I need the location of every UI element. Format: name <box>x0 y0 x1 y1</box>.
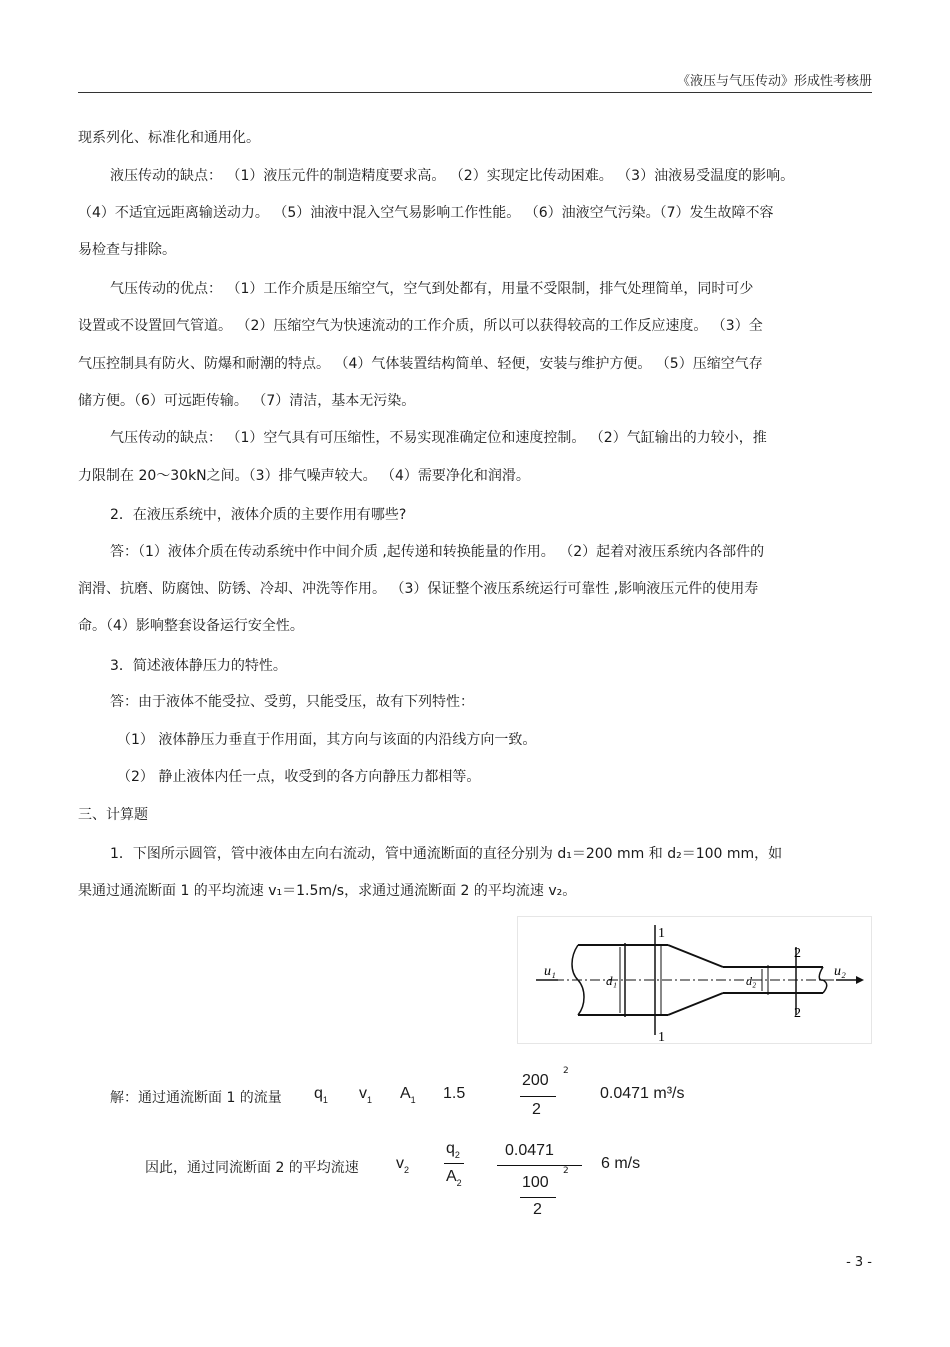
v1-sub: 1 <box>367 1095 373 1105</box>
text-line: 气压传动的缺点： （1）空气具有可压缩性，不易实现准确定位和速度控制。 （2）气缸输出的力较小，推 <box>110 430 767 446</box>
A2-sub: 2 <box>456 1178 462 1188</box>
v2-sub: 2 <box>404 1165 410 1175</box>
q2-text: q <box>446 1140 455 1157</box>
section-2-bottom-label: 2 <box>794 1006 801 1021</box>
diameter-d2-label: d₂ <box>746 974 757 988</box>
section-1-top-label: 1 <box>658 926 665 941</box>
q1-symbol <box>314 1085 328 1103</box>
solution-text: 因此，通过同流断面 2 的平均流速 <box>145 1160 359 1176</box>
inner-fraction-bar <box>520 1197 556 1198</box>
value-1-5: 1.5 <box>443 1085 466 1102</box>
fraction-denominator: 2 <box>532 1101 541 1118</box>
text-line: 设置或不设置回气管道。 （2）压缩空气为快速流动的工作介质，所以可以获得较高的工作反应速度。 （3）全 <box>78 318 763 334</box>
section-2-top-label: 2 <box>794 946 801 961</box>
text-line: 2．在液压系统中，液体介质的主要作用有哪些? <box>110 507 407 523</box>
q2-symbol <box>446 1140 460 1158</box>
A1-text: A <box>400 1085 411 1102</box>
text-line: 气压控制具有防火、防爆和耐潮的特点。 （4）气体装置结构简单、轻便，安装与维护方便。 （5）压缩空气存 <box>78 356 763 372</box>
fraction-bar <box>444 1163 464 1164</box>
pipe-diagram <box>517 916 872 1044</box>
q1-sub: 1 <box>322 1095 328 1105</box>
section-1-bottom-label: 1 <box>658 1030 665 1043</box>
A1-symbol <box>400 1085 416 1103</box>
q2-sub: 2 <box>454 1150 460 1160</box>
fraction-numerator: 200 <box>522 1072 549 1089</box>
A2-text: A <box>446 1168 457 1185</box>
text-line: 易检查与排除。 <box>78 242 176 258</box>
text-line: 气压传动的优点： （1）工作介质是压缩空气，空气到处都有，用量不受限制，排气处理简单，同时可少 <box>110 281 754 297</box>
text-line: 答：（1）液体介质在传动系统中作中间介质 ,起传递和转换能量的作用。 （2）起着对液压系统内各部件的 <box>110 544 765 560</box>
fraction-bar <box>520 1096 556 1097</box>
exponent: 2 <box>563 1166 569 1176</box>
running-header: 《液压与气压传动》形成性考核册 <box>676 74 872 89</box>
pipe-diagram-svg <box>518 917 871 1043</box>
header-rule <box>78 92 872 93</box>
text-line: 答：由于液体不能受拉、受剪，只能受压，故有下列特性： <box>110 694 474 710</box>
A2-symbol <box>446 1168 462 1186</box>
A1-sub: 1 <box>410 1095 416 1105</box>
text-line: （2） 静止液体内任一点，收受到的各方向静压力都相等。 <box>117 769 481 785</box>
text-line: 1．下图所示圆管，管中液体由左向右流动，管中通流断面的直径分别为 d₁＝200 mm 和 d₂＝100 mm，如 <box>110 846 783 862</box>
v2-symbol <box>396 1155 409 1173</box>
text-line: （4）不适宜远距离输送动力。 （5）油液中混入空气易影响工作性能。 （6）油液空气污染。（7）发生故障不容 <box>78 205 774 221</box>
text-line: 命。（4）影响整套设备运行安全性。 <box>78 618 304 634</box>
result-q1: 0.0471 m³/s <box>600 1085 685 1102</box>
fraction-numerator: 0.0471 <box>505 1142 554 1159</box>
v1-text: v <box>359 1085 367 1102</box>
v2-text: v <box>396 1155 404 1172</box>
result-v2: 6 m/s <box>601 1155 641 1172</box>
text-line: 现系列化、标准化和通用化。 <box>78 130 260 146</box>
fraction-bar <box>497 1165 582 1166</box>
inner-numerator: 100 <box>522 1174 549 1191</box>
text-line: （1） 液体静压力垂直于作用面，其方向与该面的内沿线方向一致。 <box>117 732 537 748</box>
text-line: 果通过通流断面 1 的平均流速 v₁＝1.5m/s，求通过通流断面 2 的平均流速 v₂。 <box>78 883 577 899</box>
solution-text: 解：通过通流断面 1 的流量 <box>110 1090 282 1106</box>
page-number: - 3 - <box>846 1255 872 1270</box>
q1-text: q <box>314 1085 323 1102</box>
text-line: 力限制在 20～30kN之间。（3）排气噪声较大。 （4）需要净化和润滑。 <box>78 468 530 484</box>
section-heading: 三、计算题 <box>78 807 148 823</box>
text-line: 液压传动的缺点： （1）液压元件的制造精度要求高。 （2）实现定比传动困难。 （3）油液易受温度的影响。 <box>110 168 795 184</box>
inner-denominator: 2 <box>533 1201 542 1218</box>
text-line: 润滑、抗磨、防腐蚀、防锈、冷却、冲洗等作用。 （3）保证整个液压系统运行可靠性 ,影响液压元件的使用寿 <box>78 581 759 597</box>
diameter-d1-label: d₁ <box>606 973 618 988</box>
text-line: 3．简述液体静压力的特性。 <box>110 658 287 674</box>
text-line: 储方便。（6）可远距传输。 （7）清洁，基本无污染。 <box>78 393 416 409</box>
exponent: 2 <box>563 1066 569 1076</box>
v1-symbol <box>359 1085 372 1103</box>
velocity-u1-label: u₁ <box>544 964 556 979</box>
velocity-u2-label: u₂ <box>834 964 846 979</box>
